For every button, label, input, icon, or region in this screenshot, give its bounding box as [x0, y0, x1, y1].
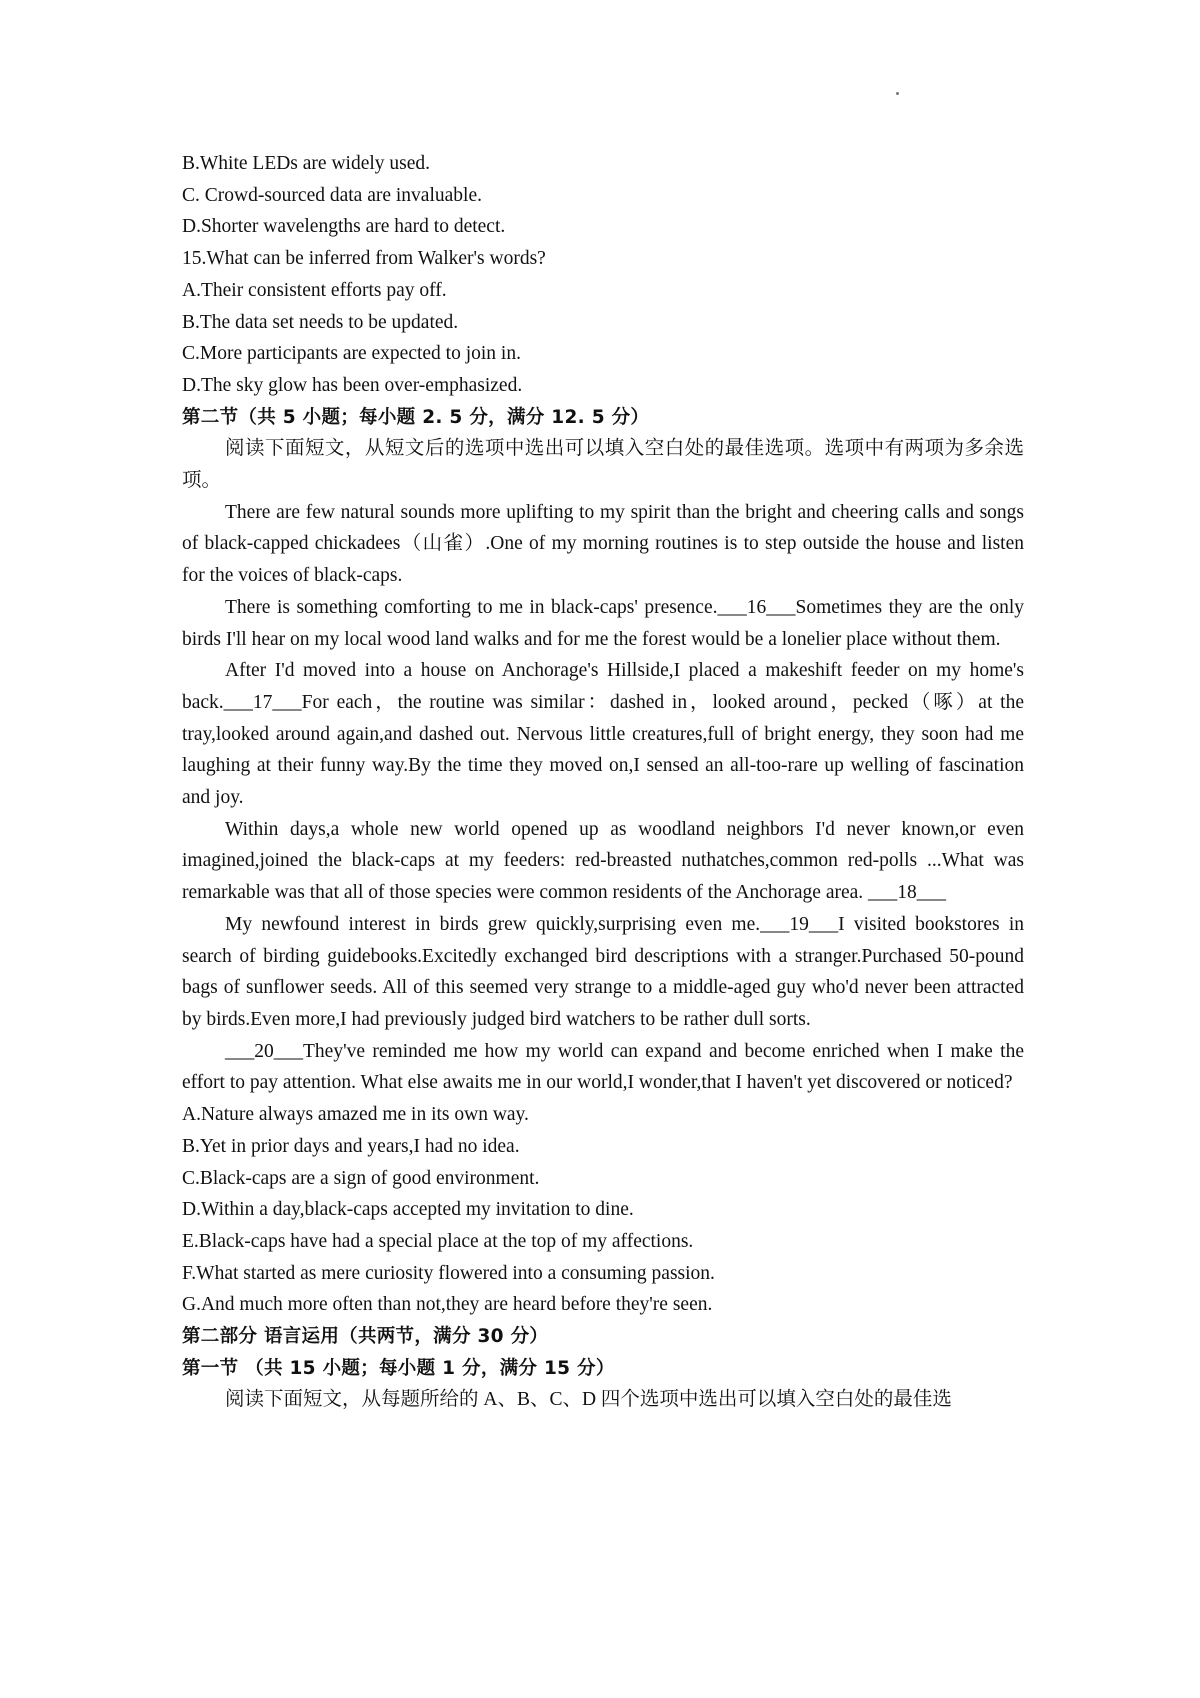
question-15-stem: 15.What can be inferred from Walker's words? [182, 248, 546, 270]
answer-option-g: G.And much more often than not,they are heard before they're seen. [182, 1294, 713, 1316]
section-2-instruction: 阅读下面短文，从短文后的选项中选出可以填入空白处的最佳选项。选项中有两项为多余选项。 [182, 438, 1024, 492]
answer-option-f: F.What started as mere curiosity flowered into a consuming passion. [182, 1262, 715, 1284]
part-2-section-1-heading: 第一节 （共 15 小题；每小题 1 分，满分 15 分） [182, 1357, 615, 1379]
section-2-heading: 第二节（共 5 小题；每小题 2. 5 分，满分 12. 5 分） [182, 406, 650, 428]
prev-option-b: B.White LEDs are widely used. [182, 153, 431, 174]
answer-option-b: B.Yet in prior days and years,I had no idea. [182, 1135, 520, 1157]
question-15-option-b: B.The data set needs to be updated. [182, 311, 459, 333]
answer-option-e: E.Black-caps have had a special place at the top of my affections. [182, 1230, 694, 1252]
part-2-heading: 第二部分 语言运用（共两节，满分 30 分） [182, 1326, 549, 1348]
passage-paragraph-6: ___20___They've reminded me how my world can expand and become enriched when I make the effort to pay attention. What else awaits me in our world,I wonder,that I haven't yet discovered or noticed? [182, 1040, 1024, 1094]
page-mark-dot [896, 92, 899, 95]
prev-option-c: C. Crowd-sourced data are invaluable. [182, 184, 482, 206]
question-15-option-c: C.More participants are expected to join in. [182, 343, 521, 365]
passage-paragraph-5: My newfound interest in birds grew quickly,surprising even me.___19___I visited bookstores in search of birding guidebooks.Excitedly exchanged bird descriptions with a stranger.Purchased 50-pound bags of sunflower seeds. All of this seemed very strange to a middle-aged guy who'd never been attracted by birds.Even more,I had previously judged bird watchers to be rather dull sorts. [182, 913, 1024, 1030]
part-2-instruction: 阅读下面短文，从每题所给的 A、B、C、D 四个选项中选出可以填入空白处的最佳选 [225, 1389, 952, 1411]
prev-option-d: D.Shorter wavelengths are hard to detect. [182, 216, 506, 238]
exam-page-content [182, 148, 1024, 1416]
question-15-option-a: A.Their consistent efforts pay off. [182, 279, 447, 301]
answer-option-a: A.Nature always amazed me in its own way. [182, 1104, 529, 1126]
question-15-option-d: D.The sky glow has been over-emphasized. [182, 374, 523, 396]
answer-option-d: D.Within a day,black-caps accepted my invitation to dine. [182, 1199, 634, 1221]
passage-paragraph-1: There are few natural sounds more uplifting to my spirit than the bright and cheering calls and songs of black-capped chickadees（山雀）.One of my morning routines is to step outside the house and listen for the voices of black-caps. [182, 501, 1024, 587]
passage-paragraph-2: There is something comforting to me in black-caps' presence.___16___Sometimes they are the only birds I'll hear on my local wood land walks and for me the forest would be a lonelier place without them. [182, 596, 1024, 650]
answer-option-c: C.Black-caps are a sign of good environment. [182, 1167, 540, 1189]
passage-paragraph-3: After I'd moved into a house on Anchorage's Hillside,I placed a makeshift feeder on my home's back.___17___For each，the routine was similar：dashed in，looked around，pecked（啄）at the tray,looked around again,and dashed out. Nervous little creatures,full of bright energy, they soon had me laughing at their funny way.By the time they moved on,I sensed an all-too-rare up welling of fascination and joy. [182, 660, 1024, 809]
passage-paragraph-4: Within days,a whole new world opened up as woodland neighbors I'd never known,or even imagined,joined the black-caps at my feeders: red-breasted nuthatches,common red-polls ...What was remarkable was that all of those species were common residents of the Anchorage area. ___18___ [182, 818, 1024, 904]
